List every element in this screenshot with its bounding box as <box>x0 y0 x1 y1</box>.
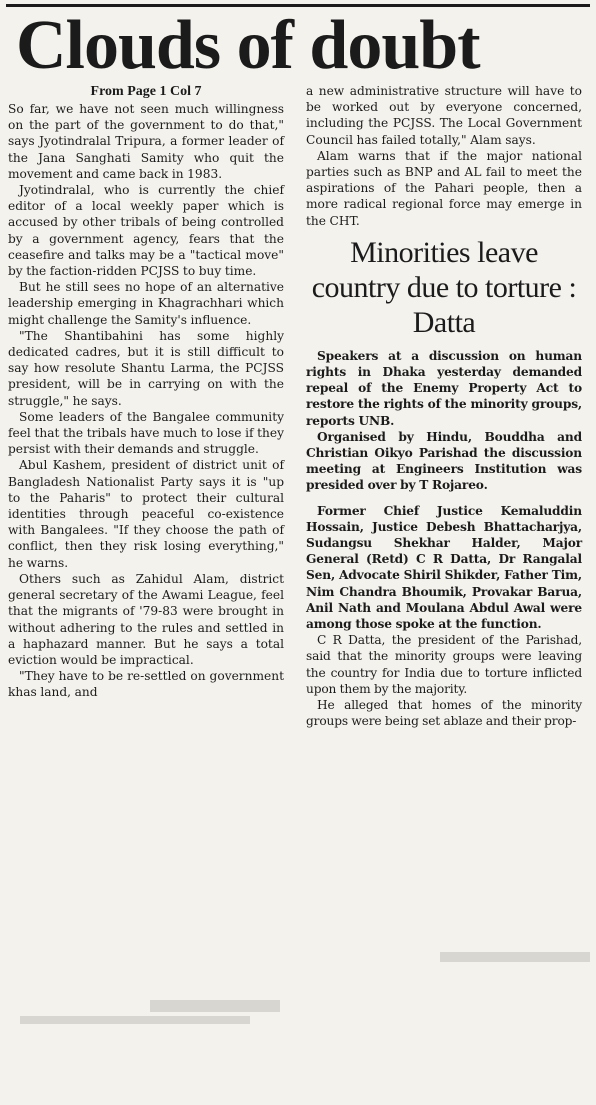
article-paragraph: Others such as Zahidul Alam, district general secretary of the Awami League, feel that the migrants of '79-83 were brought in without adhering to the rules and settled in a haphazard manner. But he says a total eviction would be impractical. <box>8 571 284 667</box>
headline: Clouds of doubt <box>16 7 480 84</box>
left-column <box>8 84 284 701</box>
article-paragraph: Jyotindralal, who is currently the chief editor of a local weekly paper which is accused by other tribals of being controlled by a government agency, fears that the ceasefire and talks may be a "tactical move" by the faction-ridden PCJSS to buy time. <box>8 183 284 279</box>
right-column <box>306 83 582 730</box>
article-paragraph: Alam warns that if the major national parties such as BNP and AL fail to meet the aspirations of the Pahari people, then a more radical regional force may emerge in the CHT. <box>306 148 582 228</box>
story-lead: Speakers at a discussion on human rights in Dhaka yesterday demanded repeal of the Enemy Property Act to restore the rights of the minority groups, reports UNB. <box>306 348 582 428</box>
story-paragraph: C R Datta, the president of the Parishad, said that the minority groups were leaving the country for India due to torture inflicted upon them by the majority. <box>306 633 582 696</box>
paragraph-gap <box>306 494 582 503</box>
article-paragraph: Abul Kashem, president of district unit of Bangladesh Nationalist Party says it is "up to the Paharis" to protect their cultural identities through peaceful co-existence with Bangalees. "If they choose the path of conflict, then they risk losing everything," he warns. <box>8 458 284 570</box>
story-paragraph: He alleged that homes of the minority groups were being set ablaze and their prop- <box>306 698 582 729</box>
second-headline: Minorities leave country due to torture : Datta <box>311 235 577 339</box>
story-paragraph: Organised by Hindu, Bouddha and Christian Oikyo Parishad the discussion meeting at Engineers Institution was presided over by T Rojareo. <box>306 429 582 493</box>
article-paragraph: Some leaders of the Bangalee community feel that the tribals have much to lose if they persist with their demands and struggle. <box>8 409 284 457</box>
article-paragraph: "The Shantibahini has some highly dedicated cadres, but it is still difficult to say how resolute Shantu Larma, the PCJSS president, will be in carrying on with the struggle," he says. <box>8 328 284 408</box>
print-smudge <box>440 952 590 962</box>
article-paragraph: So far, we have not seen much willingness on the part of the government to do that," says Jyotindralal Tripura, a former leader of the Jana Sanghati Samity who quit the movement and came back in 1983. <box>8 102 284 181</box>
story-paragraph: Former Chief Justice Kemaluddin Hossain, Justice Debesh Bhattacharjya, Sudangsu Shekhar Halder, Major General (Retd) C R Datta, Dr Rangalal Sen, Advocate Shiril Shikder, Father Tim, Nim Chandra Bhoumik, Provakar Barua, Anil Nath and Moulana Abdul Awal were among those spoke at the function. <box>306 503 582 632</box>
article-paragraph: But he still sees no hope of an alternative leadership emerging in Khagrachhari which might challenge the Samity's influence. <box>8 280 284 327</box>
article-paragraph: a new administrative structure will have to be worked out by everyone concerned, including the PCJSS. The Local Government Council has failed totally," Alam says. <box>306 84 582 147</box>
print-smudge <box>150 1000 280 1012</box>
continuation-line: From Page 1 Col 7 <box>90 84 202 99</box>
print-smudge <box>20 1016 250 1024</box>
article-paragraph: "They have to be re-settled on government khas land, and <box>8 669 284 700</box>
